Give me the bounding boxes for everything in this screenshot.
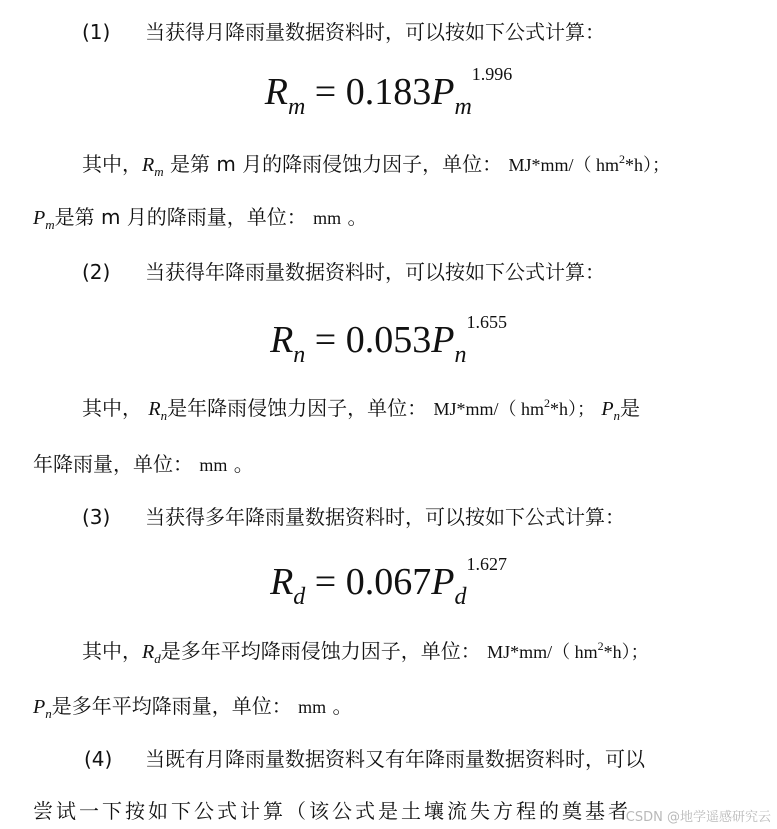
period: 。 [332,694,353,718]
paragraph-text: 当既有月降雨量数据资料又有年降雨量数据资料时，可以 [145,747,646,771]
unit: MJ*mm/（ hm [433,399,544,419]
formula-lhs-var: R [270,561,294,603]
period: 。 [233,452,254,476]
var-sub: m [154,164,164,179]
unit: mm [199,455,228,475]
explanation-2-continued [33,450,254,479]
paragraph-4 [84,745,645,773]
period: 。 [347,205,368,229]
explanation-text: 是第 m 月的降雨量，单位： [54,205,307,229]
formula-coefficient: = 0.067 [314,561,432,603]
explanation-3-continued [33,692,352,723]
explanation-3 [82,637,649,668]
lead-text: 其中， [82,396,142,420]
unit-sup: 2 [597,639,604,653]
explanation-text: 年降雨量，单位： [33,452,193,476]
unit: MJ*mm/（ hm [508,155,620,175]
formula-coefficient: = 0.183 [314,71,432,113]
formula-1 [0,64,777,120]
explanation-2 [82,394,640,425]
unit: mm [313,208,342,228]
var: P [601,398,614,420]
formula-coefficient: = 0.053 [314,319,432,361]
item-number: (3) [82,505,111,529]
var-sub: n [45,706,52,721]
lead-text: 其中， [82,152,142,176]
explanation-1 [82,150,670,181]
formula-exponent: 1.996 [471,64,513,84]
formula-lhs-sub: n [293,342,306,368]
explanation-text: 是多年平均降雨侵蚀力因子，单位： [160,639,481,663]
paragraph-text: 当获得年降雨量数据资料时，可以按如下公式计算： [145,260,606,284]
formula-lhs-var: R [264,71,288,113]
explanation-text: 是多年平均降雨量，单位： [51,694,292,718]
watermark: CSDN @地学遥感研究云 [625,810,771,825]
formula-lhs-sub: d [293,584,306,610]
unit-sup: 2 [619,152,626,166]
formula-rhs-var: P [431,319,455,361]
item-number: (1) [82,20,111,44]
formula-rhs-var: P [431,71,455,113]
paragraph-text: 尝试一下按如下公式计算（该公式是土壤流失方程的奠基者 [33,799,631,823]
formula-rhs-sub: n [454,342,467,368]
unit-tail: *h）； [625,155,671,175]
explanation-text: 是年降雨侵蚀力因子，单位： [167,396,428,420]
var-sub: m [45,217,55,232]
paragraph-2 [82,258,605,286]
formula-lhs-var: R [270,319,294,361]
explanation-text: 是第 m 月的降雨侵蚀力因子，单位： [169,152,503,176]
item-number: (2) [82,260,111,284]
formula-rhs-sub: d [454,584,467,610]
var: R [148,398,161,420]
paragraph-text: 当获得月降雨量数据资料时，可以按如下公式计算： [145,20,606,44]
paragraph-1 [82,18,605,46]
unit: MJ*mm/（ hm [487,642,598,662]
paragraph-text: 当获得多年降雨量数据资料时，可以按如下公式计算： [145,505,626,529]
explanation-1-continued [33,203,368,234]
var: R [142,154,155,176]
formula-3 [0,554,777,610]
paragraph-3 [82,503,625,531]
var: R [142,641,155,663]
unit-tail: *h）； [549,399,595,419]
formula-exponent: 1.627 [466,554,507,574]
formula-2 [0,312,777,368]
unit-tail: *h）； [603,642,649,662]
unit-sup: 2 [543,396,550,410]
var-sub: n [613,408,621,423]
paragraph-4-continued [33,797,631,825]
var-sub: n [160,408,168,423]
formula-rhs-var: P [431,561,455,603]
item-number: (4) [84,747,113,771]
var: P [33,207,46,229]
formula-lhs-sub: m [287,94,306,120]
formula-rhs-sub: m [454,94,472,120]
var: P [33,696,46,718]
var-sub: d [154,651,161,666]
unit: mm [298,697,327,717]
explanation-text: 是 [620,396,641,420]
lead-text: 其中， [82,639,142,663]
formula-exponent: 1.655 [466,312,507,332]
